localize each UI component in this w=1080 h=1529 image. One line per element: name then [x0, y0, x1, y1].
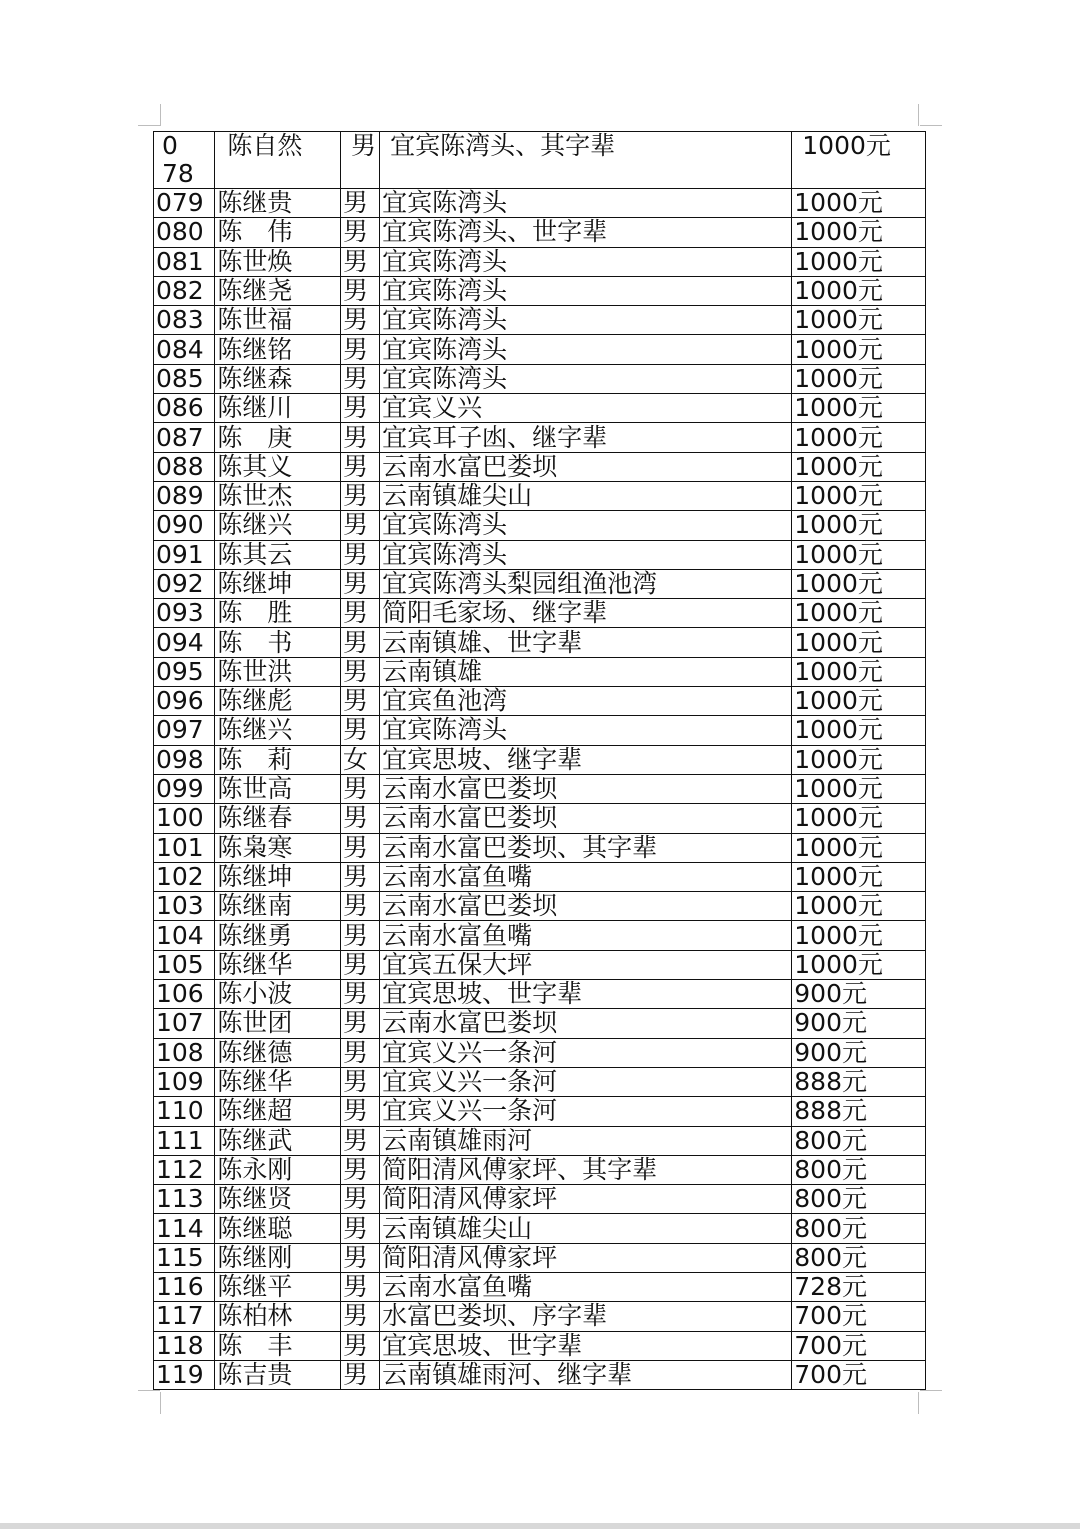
donor-place: 云南水富巴娄坝	[380, 452, 792, 481]
donor-name: 陈继聪	[215, 1214, 341, 1243]
donor-name: 陈继彪	[215, 687, 341, 716]
donor-sex: 男	[340, 306, 379, 335]
row-number: 105	[154, 950, 215, 979]
donor-sex: 男	[340, 452, 379, 481]
donor-place: 宜宾陈湾头	[380, 364, 792, 393]
donor-sex: 男	[340, 774, 379, 803]
donor-sex: 男	[340, 1214, 379, 1243]
row-number: 088	[154, 452, 215, 481]
table-row	[154, 892, 926, 921]
donor-name: 陈继坤	[215, 569, 341, 598]
place-cell	[380, 132, 792, 189]
donor-sex: 男	[340, 687, 379, 716]
donation-amount: 1000元	[792, 892, 926, 921]
row-number: 104	[154, 921, 215, 950]
donation-amount: 800元	[792, 1126, 926, 1155]
donor-sex: 男	[340, 189, 379, 218]
donor-sex: 男	[340, 804, 379, 833]
donation-amount: 728元	[792, 1272, 926, 1301]
donation-amount: 1000元	[792, 247, 926, 276]
table-row	[154, 247, 926, 276]
donation-amount: 1000元	[792, 862, 926, 891]
row-number: 117	[154, 1302, 215, 1331]
row-number: 0	[162, 131, 178, 160]
row-number-cell	[154, 132, 215, 189]
row-number-continued: 78	[162, 159, 194, 188]
donor-name: 陈自然	[227, 131, 303, 160]
donor-name: 陈继华	[215, 950, 341, 979]
donation-amount: 1000元	[792, 335, 926, 364]
donation-amount: 1000元	[792, 218, 926, 247]
row-number: 084	[154, 335, 215, 364]
donor-name: 陈继贵	[215, 189, 341, 218]
donor-name: 陈其云	[215, 540, 341, 569]
donor-place: 宜宾五保大坪	[380, 950, 792, 979]
donor-place: 宜宾陈湾头	[380, 247, 792, 276]
crop-mark-top-left-h	[138, 125, 160, 126]
row-number: 097	[154, 716, 215, 745]
donation-amount: 1000元	[792, 921, 926, 950]
row-number: 085	[154, 364, 215, 393]
donor-name: 陈吉贵	[215, 1360, 341, 1389]
donor-name: 陈世洪	[215, 657, 341, 686]
table-row	[154, 833, 926, 862]
donor-place: 宜宾陈湾头、其字辈	[390, 131, 616, 160]
donor-name: 陈继平	[215, 1272, 341, 1301]
donation-amount: 1000元	[792, 745, 926, 774]
donor-place: 宜宾陈湾头	[380, 511, 792, 540]
row-number: 103	[154, 892, 215, 921]
donor-place: 宜宾义兴一条河	[380, 1097, 792, 1126]
table-row	[154, 218, 926, 247]
donor-place: 云南镇雄、世字辈	[380, 628, 792, 657]
donation-amount: 900元	[792, 1038, 926, 1067]
table-row	[154, 628, 926, 657]
row-number: 087	[154, 423, 215, 452]
table-row	[154, 364, 926, 393]
donor-name: 陈 书	[215, 628, 341, 657]
donor-name: 陈其义	[215, 452, 341, 481]
donor-place: 简阳清风傅家坪	[380, 1243, 792, 1272]
donor-place: 云南镇雄	[380, 657, 792, 686]
donor-place: 云南水富鱼嘴	[380, 921, 792, 950]
table-row	[154, 921, 926, 950]
table-row	[154, 804, 926, 833]
table-row	[154, 540, 926, 569]
donor-place: 宜宾陈湾头梨园组渔池湾	[380, 569, 792, 598]
row-number: 118	[154, 1331, 215, 1360]
donor-place: 水富巴娄坝、序字辈	[380, 1302, 792, 1331]
donor-place: 云南镇雄雨河	[380, 1126, 792, 1155]
table-row	[154, 716, 926, 745]
donor-place: 云南镇雄尖山	[380, 1214, 792, 1243]
donation-amount: 1000元	[792, 394, 926, 423]
donor-name: 陈继兴	[215, 511, 341, 540]
name-cell	[215, 132, 341, 189]
table-row	[154, 1126, 926, 1155]
donor-place: 宜宾陈湾头	[380, 335, 792, 364]
table-row	[154, 1243, 926, 1272]
table-row	[154, 1185, 926, 1214]
donor-sex: 男	[340, 833, 379, 862]
donor-place: 宜宾陈湾头	[380, 306, 792, 335]
donation-amount: 800元	[792, 1155, 926, 1184]
table-row	[154, 481, 926, 510]
donor-place: 云南水富巴娄坝	[380, 892, 792, 921]
donor-place: 宜宾义兴一条河	[380, 1067, 792, 1096]
donor-sex: 男	[340, 335, 379, 364]
table-row	[154, 657, 926, 686]
donation-amount: 800元	[792, 1243, 926, 1272]
donor-sex: 男	[340, 1331, 379, 1360]
donor-name: 陈世焕	[215, 247, 341, 276]
donor-sex: 男	[340, 892, 379, 921]
donor-name: 陈继铭	[215, 335, 341, 364]
table-row	[154, 745, 926, 774]
donation-amount: 1000元	[792, 774, 926, 803]
row-number: 083	[154, 306, 215, 335]
table-row	[154, 189, 926, 218]
donation-amount: 1000元	[792, 364, 926, 393]
row-number: 116	[154, 1272, 215, 1301]
donor-name: 陈枭寒	[215, 833, 341, 862]
donor-name: 陈永刚	[215, 1155, 341, 1184]
donation-table-body	[154, 132, 926, 1390]
donor-name: 陈 伟	[215, 218, 341, 247]
donor-sex: 男	[340, 980, 379, 1009]
table-row	[154, 335, 926, 364]
donor-sex: 男	[340, 599, 379, 628]
row-number: 107	[154, 1009, 215, 1038]
donation-amount: 1000元	[792, 599, 926, 628]
donor-place: 云南水富巴娄坝	[380, 1009, 792, 1038]
donor-sex: 男	[340, 247, 379, 276]
row-number: 092	[154, 569, 215, 598]
donation-amount: 1000元	[792, 687, 926, 716]
donation-amount: 1000元	[792, 306, 926, 335]
donation-amount: 800元	[792, 1185, 926, 1214]
row-number: 099	[154, 774, 215, 803]
donor-place: 宜宾思坡、继字辈	[380, 745, 792, 774]
donor-sex: 男	[340, 1009, 379, 1038]
donor-name: 陈继超	[215, 1097, 341, 1126]
donor-sex: 男	[340, 1243, 379, 1272]
donor-sex: 女	[340, 745, 379, 774]
donor-place: 宜宾耳子凼、继字辈	[380, 423, 792, 452]
donation-amount: 1000元	[802, 131, 891, 160]
table-row	[154, 774, 926, 803]
donor-sex: 男	[340, 657, 379, 686]
donation-amount: 700元	[792, 1331, 926, 1360]
row-number: 093	[154, 599, 215, 628]
donor-name: 陈继兴	[215, 716, 341, 745]
donor-sex: 男	[340, 218, 379, 247]
donation-amount: 1000元	[792, 423, 926, 452]
donation-amount: 1000元	[792, 452, 926, 481]
donation-amount: 1000元	[792, 511, 926, 540]
donor-name: 陈柏林	[215, 1302, 341, 1331]
donor-place: 云南水富巴娄坝	[380, 804, 792, 833]
row-number: 108	[154, 1038, 215, 1067]
donor-name: 陈世杰	[215, 481, 341, 510]
donor-place: 宜宾鱼池湾	[380, 687, 792, 716]
donor-name: 陈继勇	[215, 921, 341, 950]
donor-place: 宜宾思坡、世字辈	[380, 980, 792, 1009]
donation-amount: 900元	[792, 980, 926, 1009]
row-number: 080	[154, 218, 215, 247]
row-number: 110	[154, 1097, 215, 1126]
donor-sex: 男	[340, 481, 379, 510]
donor-sex: 男	[340, 394, 379, 423]
donor-sex: 男	[350, 131, 376, 160]
donor-sex: 男	[340, 511, 379, 540]
row-number: 082	[154, 276, 215, 305]
row-number: 109	[154, 1067, 215, 1096]
donation-amount: 1000元	[792, 628, 926, 657]
donor-sex: 男	[340, 540, 379, 569]
donation-amount: 1000元	[792, 540, 926, 569]
donor-place: 云南水富鱼嘴	[380, 862, 792, 891]
donation-amount: 1000元	[792, 833, 926, 862]
row-number: 112	[154, 1155, 215, 1184]
row-number: 090	[154, 511, 215, 540]
donor-name: 陈继华	[215, 1067, 341, 1096]
donor-name: 陈 莉	[215, 745, 341, 774]
donation-amount: 1000元	[792, 481, 926, 510]
row-number: 114	[154, 1214, 215, 1243]
donor-place: 宜宾义兴	[380, 394, 792, 423]
row-number: 100	[154, 804, 215, 833]
table-row	[154, 1038, 926, 1067]
table-row	[154, 599, 926, 628]
donor-name: 陈 胜	[215, 599, 341, 628]
table-row	[154, 511, 926, 540]
row-number: 113	[154, 1185, 215, 1214]
row-number: 094	[154, 628, 215, 657]
donor-sex: 男	[340, 716, 379, 745]
donor-sex: 男	[340, 276, 379, 305]
row-number: 111	[154, 1126, 215, 1155]
donor-sex: 男	[340, 1185, 379, 1214]
table-row	[154, 1302, 926, 1331]
row-number: 086	[154, 394, 215, 423]
table-row	[154, 1331, 926, 1360]
crop-mark-top-right	[918, 104, 919, 126]
donor-place: 云南镇雄尖山	[380, 481, 792, 510]
row-number: 106	[154, 980, 215, 1009]
table-row	[154, 687, 926, 716]
table-row	[154, 394, 926, 423]
donor-name: 陈继武	[215, 1126, 341, 1155]
donation-amount: 1000元	[792, 189, 926, 218]
crop-mark-bottom-left	[160, 1392, 161, 1414]
row-number: 089	[154, 481, 215, 510]
row-number: 091	[154, 540, 215, 569]
donor-name: 陈继贤	[215, 1185, 341, 1214]
amount-cell	[792, 132, 926, 189]
table-row	[154, 862, 926, 891]
donation-amount: 888元	[792, 1067, 926, 1096]
row-number: 098	[154, 745, 215, 774]
table-row	[154, 452, 926, 481]
table-row	[154, 306, 926, 335]
table-row	[154, 1214, 926, 1243]
donor-sex: 男	[340, 1302, 379, 1331]
donation-amount: 700元	[792, 1360, 926, 1389]
donation-amount: 800元	[792, 1214, 926, 1243]
donation-table	[153, 131, 926, 1390]
viewer-bottom-bar	[0, 1523, 1080, 1529]
donor-place: 宜宾陈湾头	[380, 189, 792, 218]
donor-place: 宜宾陈湾头	[380, 276, 792, 305]
donor-place: 简阳毛家场、继字辈	[380, 599, 792, 628]
row-number: 119	[154, 1360, 215, 1389]
row-number: 095	[154, 657, 215, 686]
donation-amount: 1000元	[792, 950, 926, 979]
donation-amount: 1000元	[792, 716, 926, 745]
donor-sex: 男	[340, 1360, 379, 1389]
donor-place: 宜宾义兴一条河	[380, 1038, 792, 1067]
table-row	[154, 1272, 926, 1301]
donor-name: 陈世团	[215, 1009, 341, 1038]
table-row	[154, 1155, 926, 1184]
crop-mark-top-right-h	[920, 125, 942, 126]
donor-place: 宜宾陈湾头	[380, 716, 792, 745]
donor-sex: 男	[340, 1038, 379, 1067]
donor-place: 云南水富巴娄坝、其字辈	[380, 833, 792, 862]
crop-mark-bottom-right	[918, 1392, 919, 1414]
table-row	[154, 1067, 926, 1096]
donor-place: 简阳清风傅家坪	[380, 1185, 792, 1214]
row-number: 081	[154, 247, 215, 276]
table-row	[154, 132, 926, 189]
donor-sex: 男	[340, 1097, 379, 1126]
donor-sex: 男	[340, 569, 379, 598]
donor-place: 云南水富鱼嘴	[380, 1272, 792, 1301]
table-row	[154, 276, 926, 305]
row-number: 101	[154, 833, 215, 862]
donor-sex: 男	[340, 1126, 379, 1155]
donor-name: 陈继刚	[215, 1243, 341, 1272]
donor-sex: 男	[340, 862, 379, 891]
donor-sex: 男	[340, 364, 379, 393]
donor-sex: 男	[340, 921, 379, 950]
donor-sex: 男	[340, 1272, 379, 1301]
donor-place: 云南镇雄雨河、继字辈	[380, 1360, 792, 1389]
table-row	[154, 423, 926, 452]
donor-name: 陈 庚	[215, 423, 341, 452]
donor-sex: 男	[340, 950, 379, 979]
donor-name: 陈小波	[215, 980, 341, 1009]
donation-amount: 700元	[792, 1302, 926, 1331]
row-number: 115	[154, 1243, 215, 1272]
donor-name: 陈继尧	[215, 276, 341, 305]
row-number: 102	[154, 862, 215, 891]
donation-amount: 1000元	[792, 657, 926, 686]
donation-amount: 1000元	[792, 276, 926, 305]
table-row	[154, 1009, 926, 1038]
donor-place: 简阳清风傅家坪、其字辈	[380, 1155, 792, 1184]
donation-amount: 1000元	[792, 804, 926, 833]
crop-mark-top-left	[160, 104, 161, 126]
table-row	[154, 569, 926, 598]
donor-name: 陈继森	[215, 364, 341, 393]
table-row	[154, 1360, 926, 1389]
donor-name: 陈继川	[215, 394, 341, 423]
donor-name: 陈世高	[215, 774, 341, 803]
donor-sex: 男	[340, 1067, 379, 1096]
table-row	[154, 1097, 926, 1126]
donor-sex: 男	[340, 628, 379, 657]
donor-name: 陈继南	[215, 892, 341, 921]
donor-name: 陈继德	[215, 1038, 341, 1067]
donation-amount: 1000元	[792, 569, 926, 598]
donor-name: 陈继坤	[215, 862, 341, 891]
donor-name: 陈世福	[215, 306, 341, 335]
row-number: 096	[154, 687, 215, 716]
donor-name: 陈继春	[215, 804, 341, 833]
table-row	[154, 980, 926, 1009]
donation-amount: 900元	[792, 1009, 926, 1038]
donor-place: 宜宾陈湾头	[380, 540, 792, 569]
donation-amount: 888元	[792, 1097, 926, 1126]
donor-sex: 男	[340, 423, 379, 452]
donor-place: 云南水富巴娄坝	[380, 774, 792, 803]
donor-name: 陈 丰	[215, 1331, 341, 1360]
donor-place: 宜宾思坡、世字辈	[380, 1331, 792, 1360]
donor-place: 宜宾陈湾头、世字辈	[380, 218, 792, 247]
table-row	[154, 950, 926, 979]
donor-sex: 男	[340, 1155, 379, 1184]
sex-cell	[340, 132, 379, 189]
row-number: 079	[154, 189, 215, 218]
